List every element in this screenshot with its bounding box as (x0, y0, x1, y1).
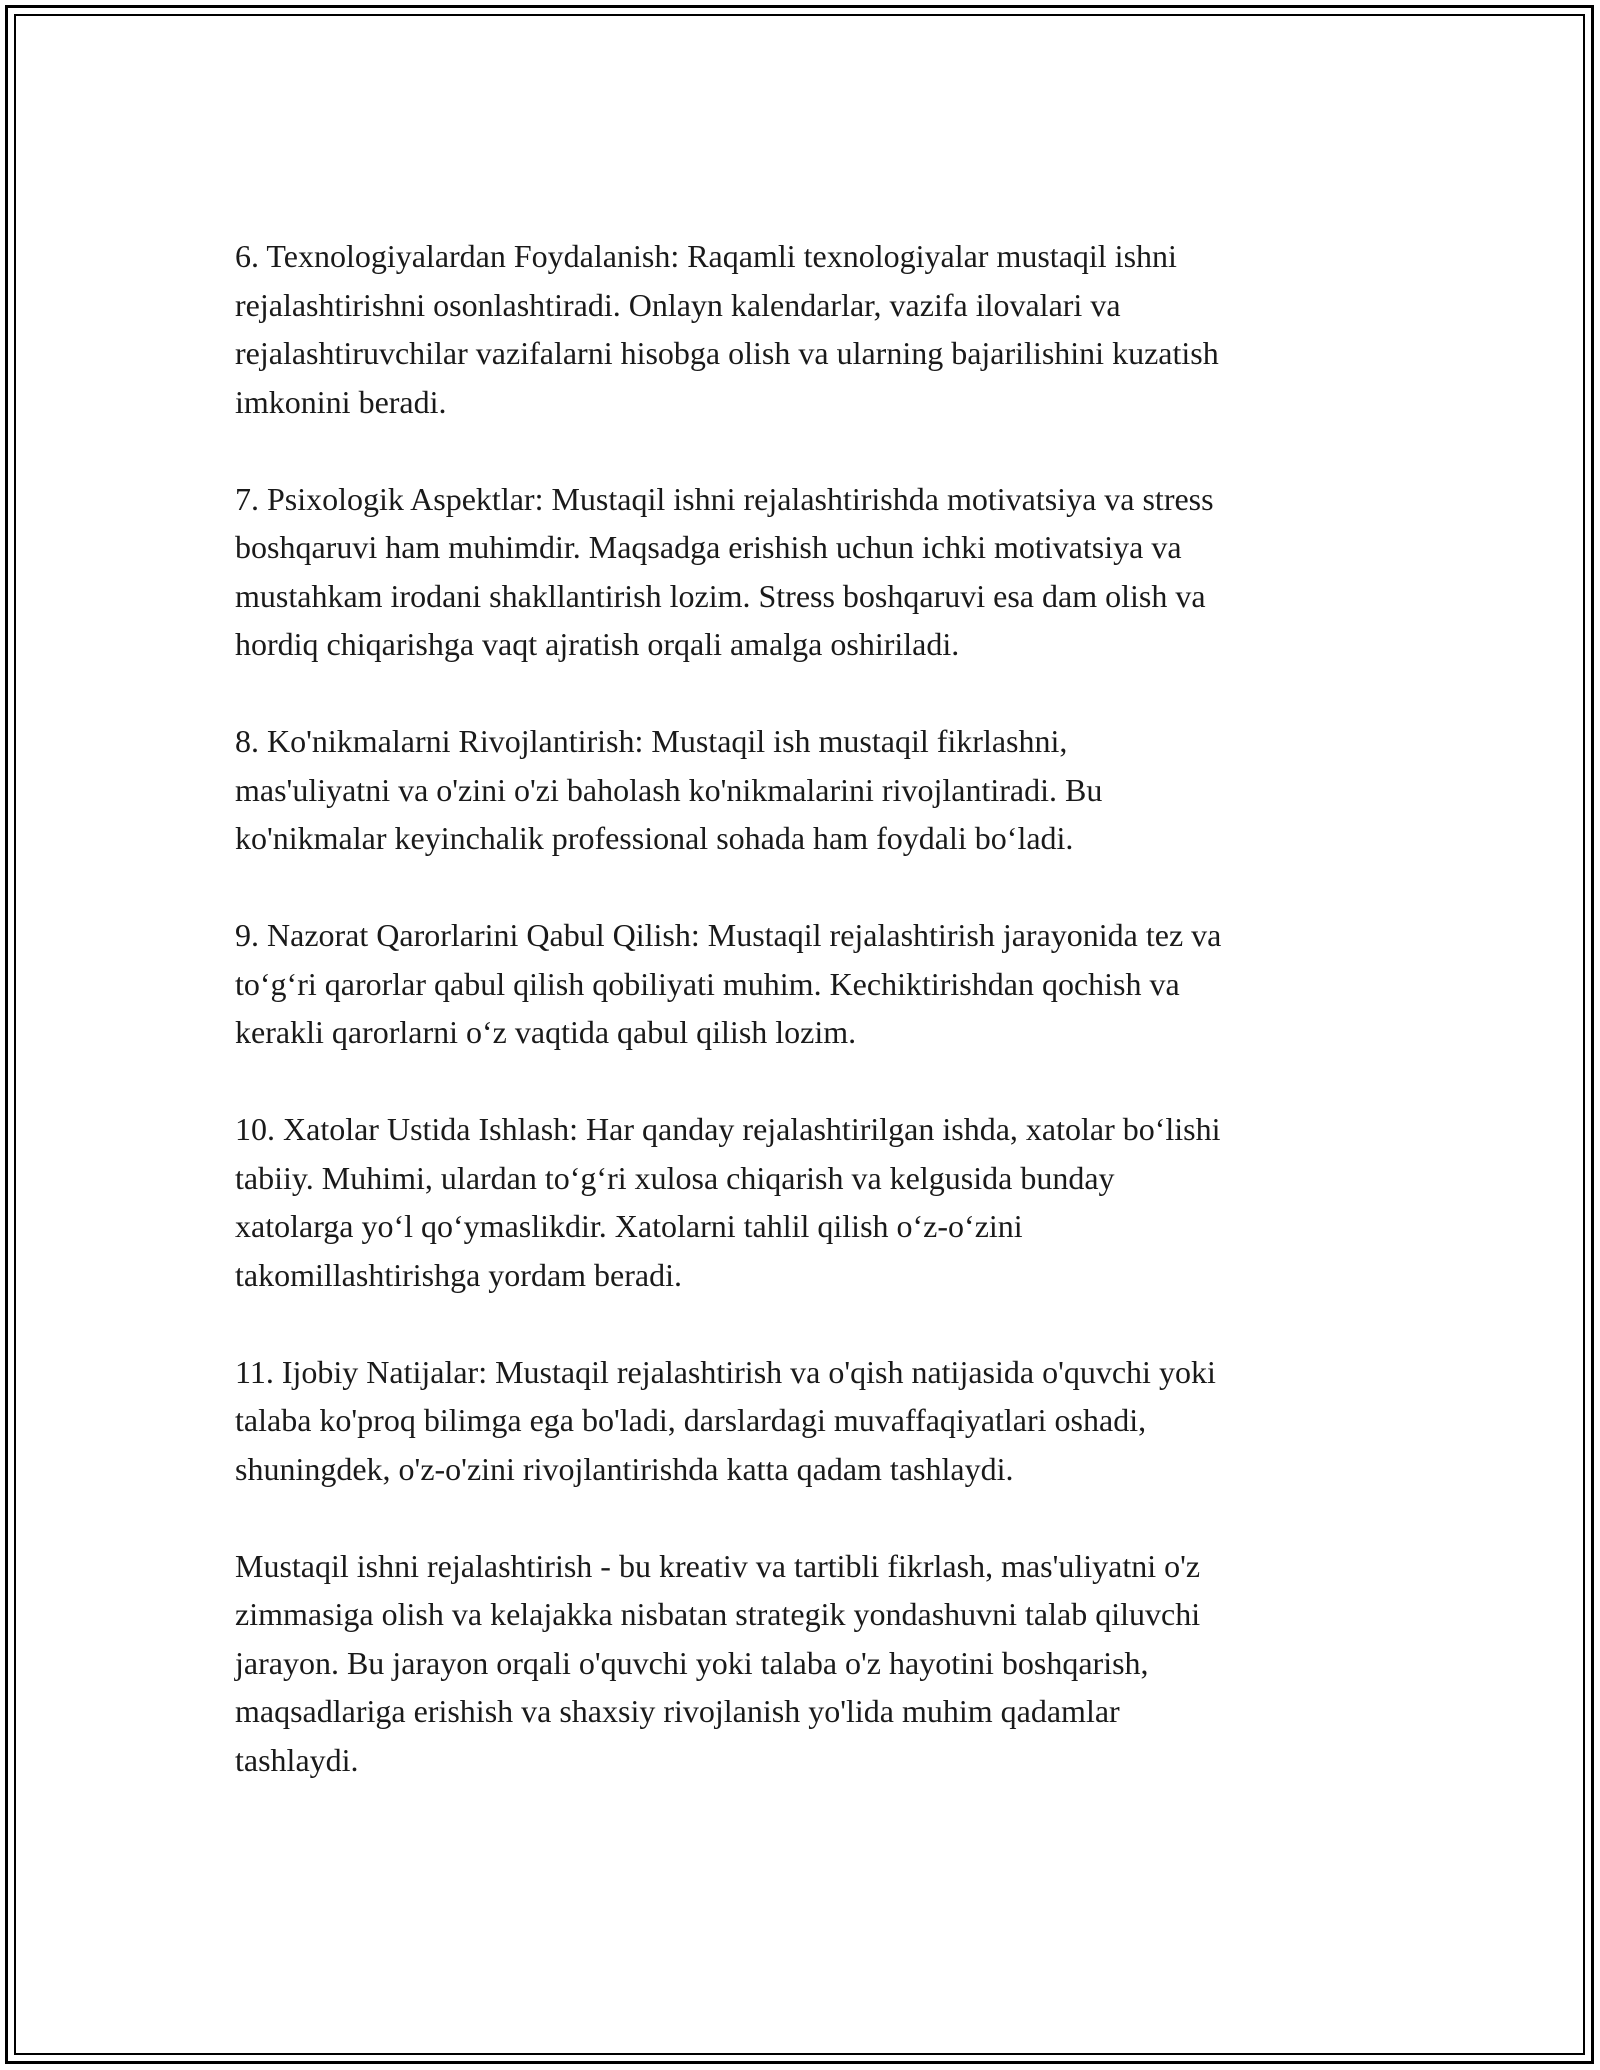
text-line: hordiq chiqarishga vaqt ajratish orqali amalga oshiriladi. (235, 626, 960, 662)
text-line: jarayon. Bu jarayon orqali o'quvchi yoki talaba o'z hayotini boshqarish, (235, 1644, 1149, 1681)
text-line: takomillashtirishga yordam beradi. (235, 1256, 682, 1293)
text-line: 8. Ko'nikmalarni Rivojlantirish: Mustaqil ish mustaqil fikrlashni, (235, 723, 1068, 759)
text-line: boshqaruvi ham muhimdir. Maqsadga erishish uchun ichki motivatsiya va (235, 529, 1182, 565)
document-body (235, 232, 1375, 1833)
text-line: imkonini beradi. (235, 383, 447, 420)
text-line: maqsadlariga erishish va shaxsiy rivojlanish yo'lida muhim qadamlar (235, 1693, 1120, 1729)
text-line: mustahkam irodani shakllantirish lozim. Stress boshqaruvi esa dam olish va (235, 577, 1206, 614)
text-line: 10. Xatolar Ustida Ishlash: Har qanday rejalashtirilgan ishda, xatolar bo‘lishi (235, 1111, 1221, 1147)
text-line: 9. Nazorat Qarorlarini Qabul Qilish: Mustaqil rejalashtirish jarayonida tez va (235, 917, 1222, 953)
text-line: zimmasiga olish va kelajakka nisbatan strategik yondashuvni talab qiluvchi (235, 1596, 1201, 1632)
text-line: rejalashtirishni osonlashtiradi. Onlayn kalendarlar, vazifa ilovalari va (235, 286, 1121, 323)
paragraph-11-results (235, 1348, 1375, 1494)
text-line: 7. Psixologik Aspektlar: Mustaqil ishni rejalashtirishda motivatsiya va stress (235, 480, 1214, 517)
text-line: Mustaqil ishni rejalashtirish - bu kreativ va tartibli fikrlash, mas'uliyatni o'z (235, 1547, 1201, 1584)
paragraph-8-skills (235, 717, 1375, 863)
text-line: xatolarga yo‘l qo‘ymaslikdir. Xatolarni tahlil qilish o‘z-o‘zini (235, 1208, 1023, 1244)
text-line: mas'uliyatni va o'zini o'zi baholash ko'nikmalarini rivojlantiradi. Bu (235, 771, 1103, 808)
text-line: kerakli qarorlarni o‘z vaqtida qabul qilish lozim. (235, 1014, 857, 1050)
paragraph-7-psychology (235, 475, 1375, 669)
paragraph-6-technology (235, 232, 1375, 426)
text-line: rejalashtiruvchilar vazifalarni hisobga olish va ularning bajarilishini kuzatish (235, 335, 1219, 371)
text-line: tabiiy. Muhimi, ulardan to‘g‘ri xulosa chiqarish va kelgusida bunday (235, 1159, 1115, 1196)
text-line: ko'nikmalar keyinchalik professional sohada ham foydali bo‘ladi. (235, 820, 1074, 856)
paragraph-9-decisions (235, 911, 1375, 1057)
text-line: tashlaydi. (235, 1741, 359, 1778)
text-line: 6. Texnologiyalardan Foydalanish: Raqamli texnologiyalar mustaqil ishni (235, 238, 1177, 274)
text-line: talaba ko'proq bilimga ega bo'ladi, darslardagi muvaffaqiyatlari oshadi, (235, 1402, 1147, 1438)
text-line: 11. Ijobiy Natijalar: Mustaqil rejalashtirish va o'qish natijasida o'quvchi yoki (235, 1353, 1216, 1390)
text-line: to‘g‘ri qarorlar qabul qilish qobiliyati muhim. Kechiktirishdan qochish va (235, 965, 1180, 1002)
text-line: shuningdek, o'z-o'zini rivojlantirishda katta qadam tashlaydi. (235, 1450, 1014, 1487)
paragraph-10-mistakes (235, 1105, 1375, 1299)
paragraph-conclusion (235, 1542, 1375, 1785)
